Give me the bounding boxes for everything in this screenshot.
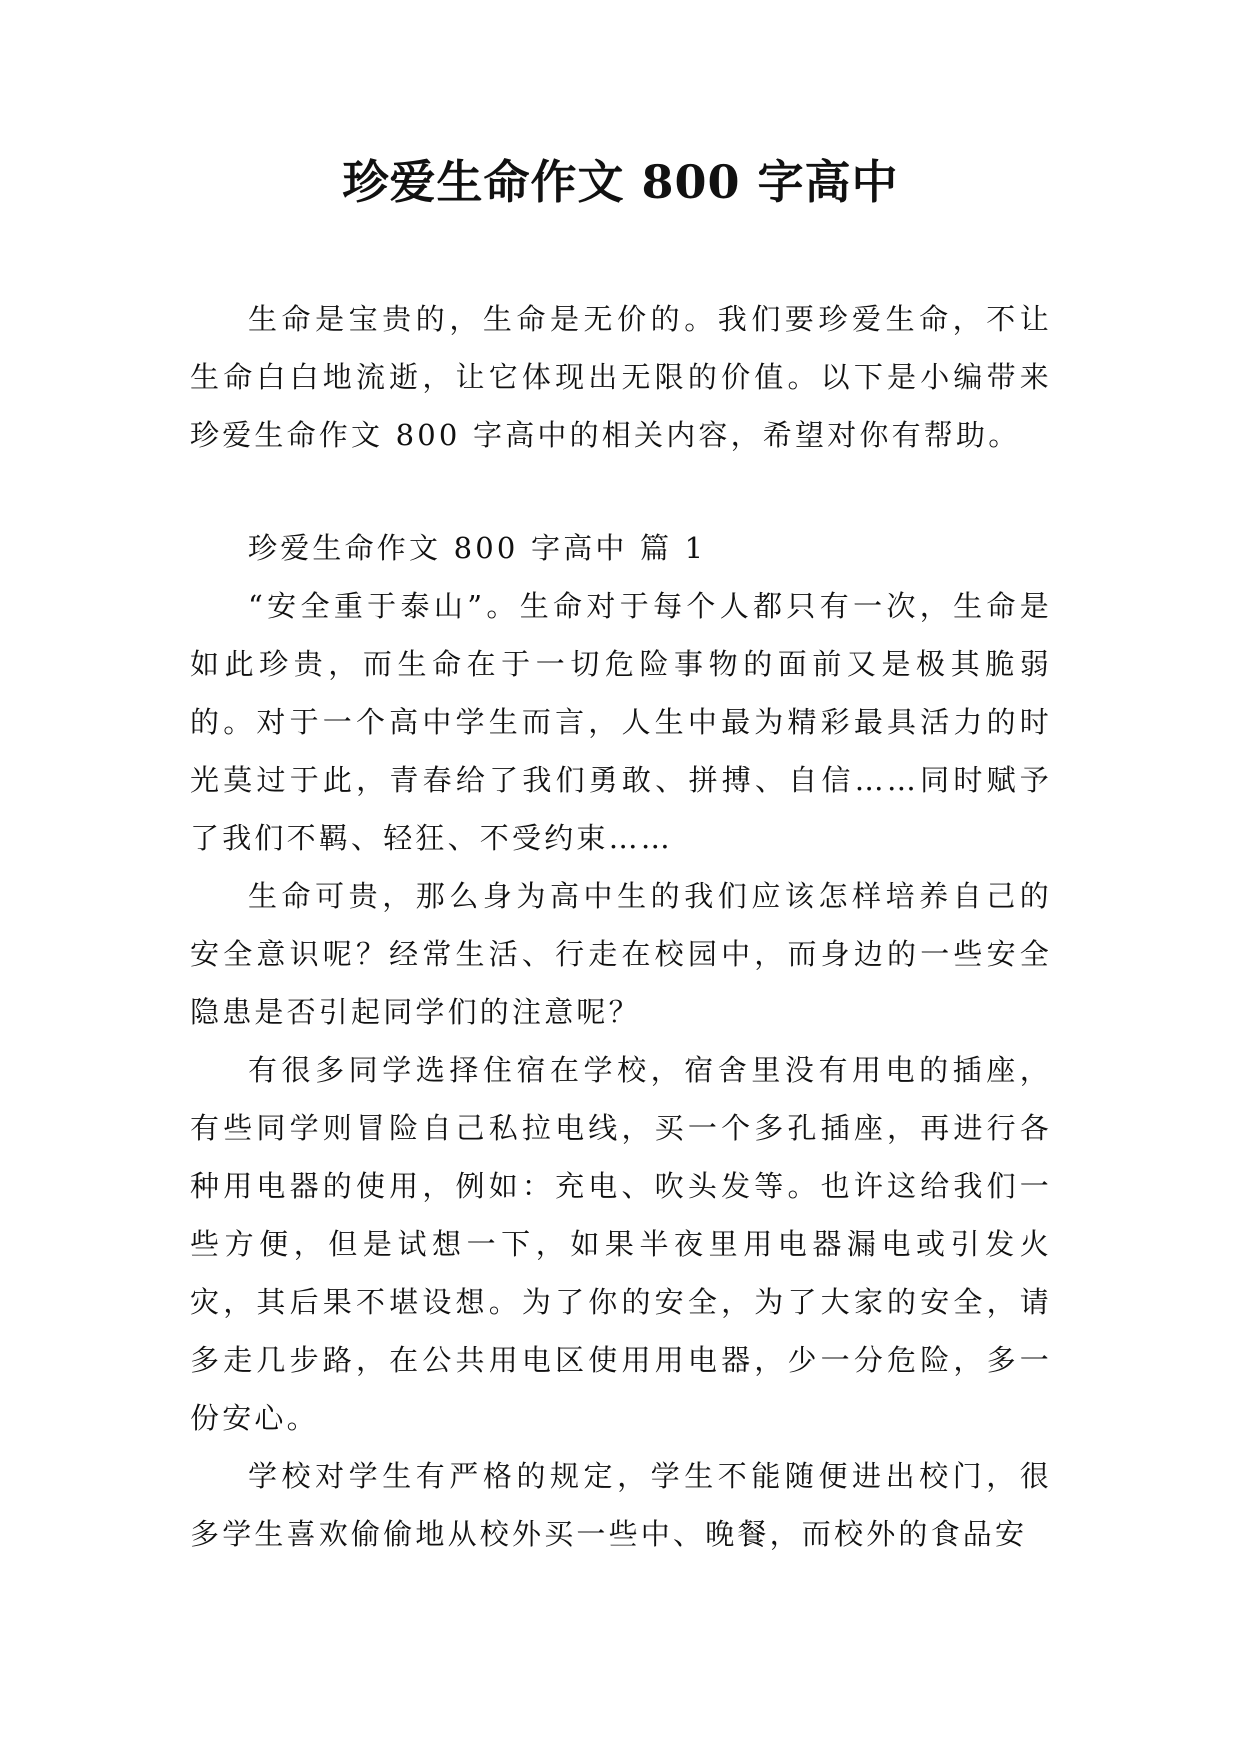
body-paragraph: 有很多同学选择住宿在学校，宿舍里没有用电的插座，有些同学则冒险自己私拉电线，买一个多孔插座，再进行各种用电器的使用，例如：充电、吹头发等。也许这给我们一些方便，但是试想一下，如果半夜里用电器漏电或引发火灾，其后果不堪设想。为了你的安全，为了大家的安全，请多走几步路，在公共用电区使用用电器，少一分危险，多一份安心。 <box>190 1053 1052 1435</box>
article-section <box>190 519 1052 1563</box>
section-heading: 珍爱生命作文 800 字高中 篇 1 <box>248 531 707 565</box>
body-paragraph: 学校对学生有严格的规定，学生不能随便进出校门，很多学生喜欢偷偷地从校外买一些中、晚餐，而校外的食品安 <box>190 1459 1052 1551</box>
intro-section <box>190 290 1052 464</box>
document-title: 珍爱生命作文 800 字高中 <box>342 155 899 209</box>
intro-paragraph: 生命是宝贵的，生命是无价的。我们要珍爱生命，不让生命白白地流逝，让它体现出无限的价值。以下是小编带来珍爱生命作文 800 字高中的相关内容，希望对你有帮助。 <box>190 302 1052 452</box>
body-paragraph: “安全重于泰山”。生命对于每个人都只有一次，生命是如此珍贵，而生命在于一切危险事物的面前又是极其脆弱的。对于一个高中学生而言，人生中最为精彩最具活力的时光莫过于此，青春给了我们勇敢、拼搏、自信……同时赋予了我们不羁、轻狂、不受约束…… <box>190 589 1052 855</box>
body-paragraph: 生命可贵，那么身为高中生的我们应该怎样培养自己的安全意识呢？经常生活、行走在校园中，而身边的一些安全隐患是否引起同学们的注意呢？ <box>190 879 1052 1029</box>
